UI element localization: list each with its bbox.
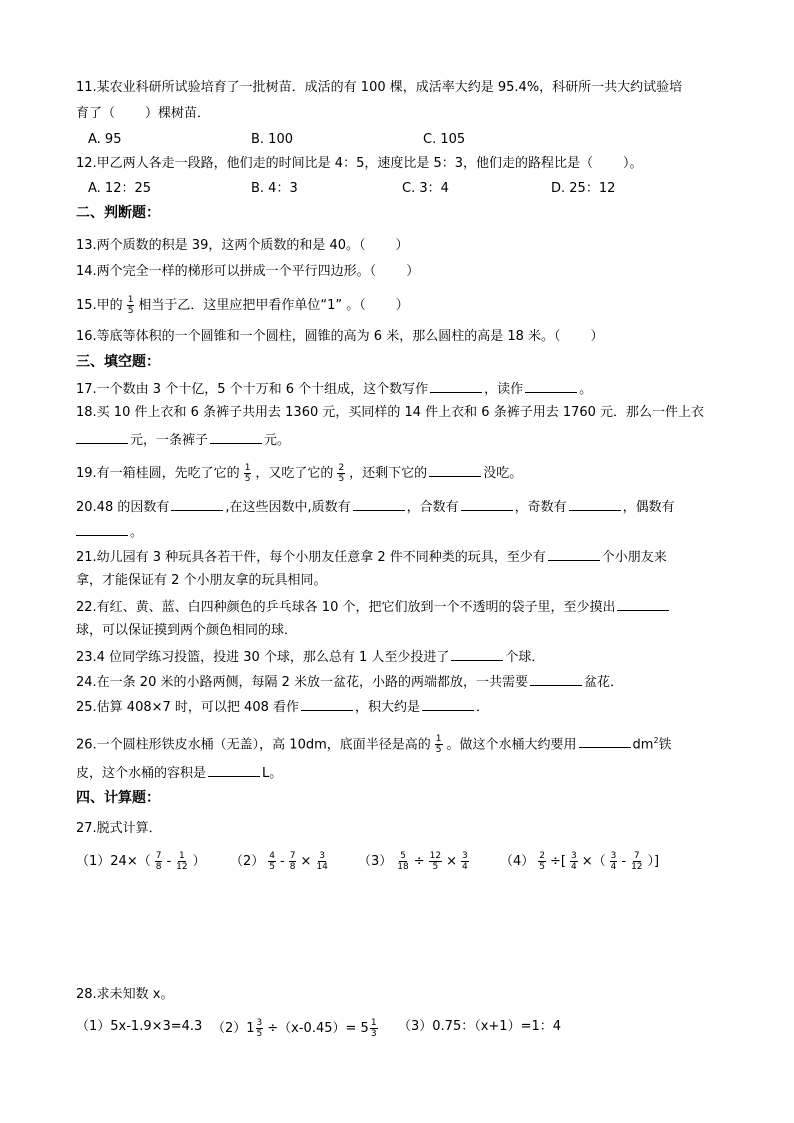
q27-p4-frac3 <box>610 851 618 872</box>
q27-p2-op2: × <box>300 854 312 869</box>
q22-text1: 22.有红、黄、蓝、白四种颜色的乒乓球各 10 个，把它们放到一个不透明的袋子里，至少摸出 <box>76 600 616 615</box>
q27-p4-frac4-den: 12 <box>631 862 643 872</box>
q24-a: 24.在一条 20 米的小路两侧，每隔 2 米放一盆花，小路的两端都放，一共需要 <box>76 675 529 690</box>
q22-blank[interactable] <box>617 597 669 611</box>
q27-title: 27.脱式计算． <box>76 821 162 836</box>
q27-p3-frac2 <box>429 851 442 872</box>
q27-p1-frac1 <box>155 851 163 872</box>
q12-option-a[interactable]: A. 12：25 <box>88 181 152 196</box>
q27-p4-frac3-den: 4 <box>610 862 617 872</box>
q27-p2-frac3-den: 14 <box>316 862 328 872</box>
q21-b: 个小朋友来 <box>601 550 667 565</box>
q26-frac-num: 1 <box>435 734 442 745</box>
q26-unit-exp: 2 <box>653 736 659 745</box>
q24-b: 盆花． <box>584 675 624 690</box>
q25-c: ． <box>476 700 490 715</box>
q22-line1 <box>76 597 671 617</box>
q28-p2-frac2-num: 1 <box>370 1018 377 1028</box>
q27-part1 <box>76 851 206 872</box>
q27-p2-frac3-num: 3 <box>319 851 325 861</box>
q15-c: ） <box>395 298 409 313</box>
q27-p4-op1: ÷[ <box>550 854 566 869</box>
q19-d: 没吃。 <box>483 466 523 481</box>
q27-p3-frac3-den: 4 <box>462 862 468 872</box>
q28-part1: （1）5x-1.9×3=4.3 <box>76 1019 203 1034</box>
q27-p2-frac3 <box>315 851 328 872</box>
q27-p4-frac2-num: 3 <box>570 851 577 861</box>
q19-fraction-1 <box>244 463 252 484</box>
q13-a: 13.两个质数的积是 39，这两个质数的和是 40。（ <box>76 238 366 253</box>
q28-p2-frac2 <box>370 1018 378 1039</box>
q20-line2 <box>76 522 143 542</box>
q15-text <box>76 295 409 316</box>
q12-text <box>76 155 643 173</box>
q19-frac2-den: 5 <box>338 474 345 484</box>
q26-line1 <box>76 732 672 755</box>
q23-text <box>76 647 544 667</box>
q12-option-d[interactable]: D. 25：12 <box>551 181 616 196</box>
q28-p2-a: （2）1 <box>212 1021 255 1036</box>
q27-p4-end: ）] <box>647 854 660 869</box>
q26-frac-den: 5 <box>435 745 442 756</box>
q27-p2-frac2 <box>289 851 297 872</box>
q27-p3-op2: × <box>446 854 457 869</box>
q27-p3-frac1-num: 5 <box>400 851 406 861</box>
q19-frac1-num: 1 <box>244 463 251 473</box>
q27-p3-frac2-den: 5 <box>432 862 439 872</box>
q27-p1-frac2 <box>175 851 188 872</box>
q14-a: 14.两个完全一样的梯形可以拼成一个平行四边形。（ <box>76 264 377 279</box>
q19-text <box>76 463 522 484</box>
q28-p2-frac1-num: 3 <box>256 1018 263 1028</box>
q20-e: ，偶数有 <box>622 500 675 515</box>
q14-text <box>76 263 419 281</box>
q20-d: ，奇数有 <box>514 500 567 515</box>
q18-a: 元，一条裤子 <box>130 433 209 448</box>
q27-p4-frac4 <box>630 851 643 872</box>
q20-blank-5[interactable] <box>76 522 128 536</box>
q15-frac-num: 1 <box>127 295 134 305</box>
q27-p1-end: ） <box>192 854 206 869</box>
section-heading-judgement: 二、判断题： <box>76 205 160 221</box>
q23-b: 个球． <box>505 650 545 665</box>
q15-b: 相当于乙．这里应把甲看作单位“1” 。（ <box>138 298 366 313</box>
section-heading-fill-blank: 三、填空题： <box>76 354 160 370</box>
q17-blank-2[interactable] <box>525 379 577 393</box>
q27-p4-frac2-den: 4 <box>570 862 577 872</box>
q12-text-a: 12.甲乙两人各走一段路，他们走的时间比是 4：5，速度比是 5：3，他们走的路程比是（ <box>76 156 594 171</box>
q20-line1 <box>76 497 675 517</box>
q27-p2-frac2-num: 7 <box>289 851 296 861</box>
q27-p1-op: - <box>166 854 172 869</box>
q26-b: 。做这个水桶大约要用 <box>446 737 577 753</box>
q11-line2-a: 育了（ <box>76 106 116 121</box>
q27-part3 <box>358 851 473 872</box>
q20-f: 。 <box>130 525 144 540</box>
q12-option-b[interactable]: B. 4：3 <box>251 181 298 196</box>
q17-text <box>76 379 592 399</box>
q24-text <box>76 672 623 692</box>
q13-b: ） <box>395 238 409 253</box>
q18-line2 <box>76 430 290 450</box>
q27-p4-frac4-num: 7 <box>633 851 640 861</box>
q16-b: ） <box>590 329 604 344</box>
q23-blank[interactable] <box>451 647 503 661</box>
q27-p3-frac1-den: 18 <box>397 862 409 872</box>
q16-text <box>76 328 604 346</box>
q13-text <box>76 237 409 255</box>
q26-blank-1[interactable] <box>579 734 631 748</box>
q27-p4-label: （4） <box>500 854 535 869</box>
q28-title: 28.求未知数 x。 <box>76 987 174 1002</box>
q27-p2-frac1-den: 5 <box>269 862 276 872</box>
q20-blank-2[interactable] <box>353 497 405 511</box>
q14-b: ） <box>406 264 420 279</box>
q19-fraction-2 <box>337 463 345 484</box>
q21-blank[interactable] <box>548 547 600 561</box>
q11-line2 <box>76 105 210 123</box>
q12-option-c[interactable]: C. 3：4 <box>402 181 449 196</box>
q18-blank-1[interactable] <box>76 430 128 444</box>
q15-frac-den: 5 <box>127 306 134 316</box>
q28-p2-frac1-den: 5 <box>256 1029 263 1039</box>
q27-p3-frac3 <box>461 851 469 872</box>
q20-blank-4[interactable] <box>569 497 621 511</box>
q26-line2-a: 皮，这个水桶的容积是 <box>76 766 207 781</box>
q19-b: ，又吃了它的 <box>255 466 334 481</box>
q27-p4-op3: - <box>621 854 627 869</box>
q27-p3-label: （3） <box>358 854 393 869</box>
q27-p3-frac1 <box>396 851 409 872</box>
q27-p4-frac1 <box>538 851 546 872</box>
q19-a: 19.有一箱桂圆，先吃了它的 <box>76 466 240 481</box>
q27-p3-op1: ÷ <box>413 854 425 869</box>
q21-line1 <box>76 547 667 567</box>
q26-line2-b: L。 <box>262 766 283 781</box>
q11-option-c[interactable]: C. 105 <box>423 132 466 147</box>
q27-p2-frac1 <box>268 851 276 872</box>
q27-p1-label: （1）24×（ <box>76 854 151 869</box>
q25-a: 25.估算 408×7 时，可以把 408 看作 <box>76 700 299 715</box>
q27-part4 <box>500 851 659 872</box>
q27-p2-op1: - <box>280 854 285 869</box>
q15-fraction <box>127 295 135 316</box>
q27-p1-frac1-den: 8 <box>155 862 162 872</box>
q28-p2-b: ÷（x-0.45）= 5 <box>267 1021 369 1036</box>
q19-blank[interactable] <box>429 463 481 477</box>
q27-p2-frac1-num: 4 <box>269 851 276 861</box>
section-heading-calculation: 四、计算题： <box>76 790 160 806</box>
q23-a: 23.4 位同学练习投篮，投进 30 个球，那么总有 1 人至少投进了 <box>76 650 450 665</box>
q27-p3-frac3-num: 3 <box>462 851 468 861</box>
q19-frac2-num: 2 <box>338 463 345 473</box>
q27-p2-frac2-den: 8 <box>289 862 296 872</box>
q26-c: 铁 <box>658 737 672 753</box>
q17-c: 。 <box>579 382 593 397</box>
q20-b: ,在这些因数中,质数有 <box>225 500 351 515</box>
q26-a: 26.一个圆柱形铁皮水桶（无盖），高 10dm，底面半径是高的 <box>76 737 431 753</box>
q20-blank-1[interactable] <box>171 497 223 511</box>
q19-c: ，还剩下它的 <box>349 466 428 481</box>
q20-a: 20.48 的因数有 <box>76 500 170 515</box>
q27-p3-frac2-num: 12 <box>429 851 442 861</box>
q26-blank-2[interactable] <box>208 763 260 777</box>
q28-p2-frac2-den: 3 <box>370 1029 377 1039</box>
q25-blank-2[interactable] <box>422 697 474 711</box>
q28-part2 <box>212 1018 382 1039</box>
q18-line1: 18.买 10 件上衣和 6 条裤子共用去 1360 元，买同样的 14 件上衣和 6 条裤子用去 1760 元．那么一件上衣 <box>76 405 705 420</box>
q25-blank-1[interactable] <box>301 697 353 711</box>
q27-p2-label: （2） <box>230 854 265 869</box>
q28-p2-frac1 <box>256 1018 264 1039</box>
q26-fraction <box>435 734 443 755</box>
q12-text-b: ）。 <box>623 156 643 171</box>
q17-blank-1[interactable] <box>430 379 482 393</box>
q18-blank-2[interactable] <box>210 430 262 444</box>
q25-text <box>76 697 489 717</box>
q20-c: ，合数有 <box>406 500 459 515</box>
q11-line2-b: ）棵树苗． <box>145 106 211 121</box>
q20-blank-3[interactable] <box>461 497 513 511</box>
q17-a: 17.一个数由 3 个十亿，5 个十万和 6 个十组成，这个数写作 <box>76 382 429 397</box>
q27-p1-frac2-num: 1 <box>179 851 185 861</box>
q17-b: ，读作 <box>484 382 524 397</box>
q27-p4-frac2 <box>570 851 578 872</box>
q22-line2: 球，可以保证摸到两个颜色相同的球． <box>76 623 298 638</box>
q16-a: 16.等底等体积的一个圆锥和一个圆柱，圆锥的高为 6 米，那么圆柱的高是 18 米。（ <box>76 329 561 344</box>
q21-a: 21.幼儿园有 3 种玩具各若干件，每个小朋友任意拿 2 件不同种类的玩具，至少有 <box>76 550 546 565</box>
q27-p4-frac1-num: 2 <box>539 851 546 861</box>
q24-blank[interactable] <box>530 672 582 686</box>
q18-b: 元。 <box>264 433 291 448</box>
q11-option-a[interactable]: A. 95 <box>88 132 122 147</box>
q25-b: ，积大约是 <box>355 700 421 715</box>
q26-line2 <box>76 763 282 783</box>
q19-frac1-den: 5 <box>244 474 251 484</box>
q28-part3: （3）0.75：（x+1）=1：4 <box>398 1019 562 1034</box>
q21-line2: 拿，才能保证有 2 个小朋友拿的玩具相同。 <box>76 573 327 588</box>
q26-unit: dm <box>632 737 654 753</box>
q11-option-b[interactable]: B. 100 <box>251 132 293 147</box>
q15-a: 15.甲的 <box>76 298 123 313</box>
q27-p1-frac1-num: 7 <box>155 851 162 861</box>
q27-p4-frac1-den: 5 <box>539 862 546 872</box>
q27-p4-frac3-num: 3 <box>610 851 617 861</box>
q27-part2 <box>230 851 333 872</box>
q11-line1: 11.某农业科研所试验培育了一批树苗．成活的有 100 棵，成活率大约是 95.4%，科研所一共大约试验培 <box>76 80 683 95</box>
q27-p1-frac2-den: 12 <box>176 862 188 872</box>
q27-p4-op2: ×（ <box>581 854 606 869</box>
